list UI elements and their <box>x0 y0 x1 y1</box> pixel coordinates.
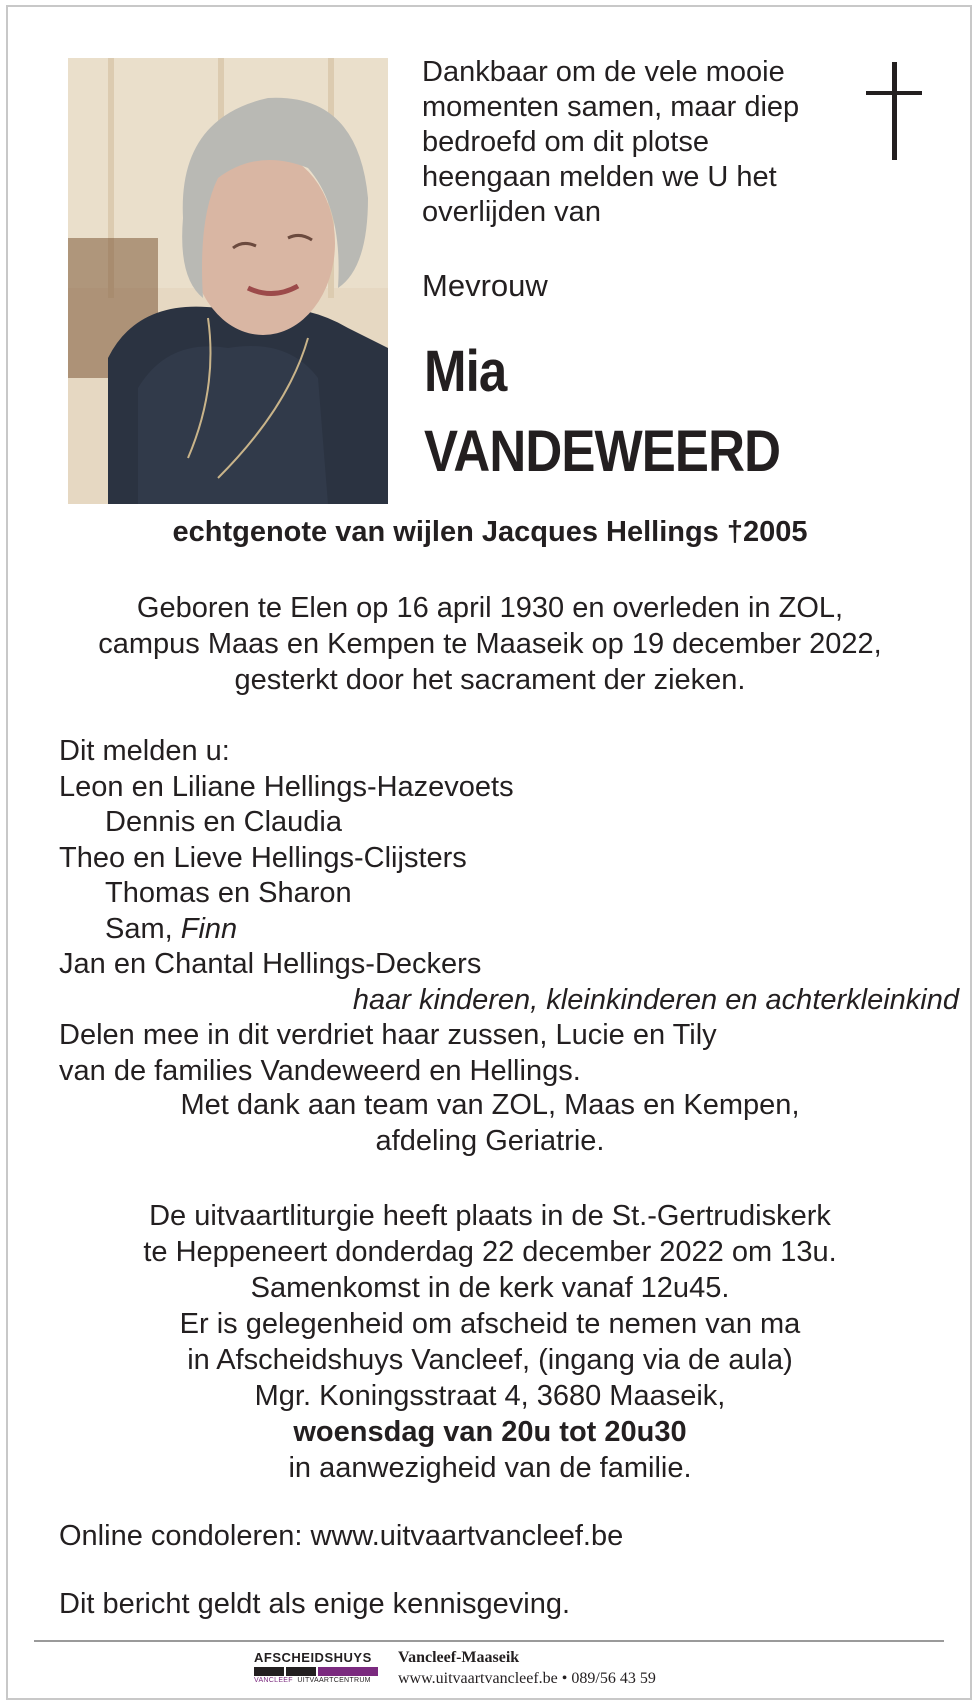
logo-bar <box>286 1667 316 1676</box>
list-item: haar kinderen, kleinkinderen en achterkleinkind <box>352 983 959 1016</box>
birth-death-line: gesterkt door het sacrament der zieken. <box>234 664 746 696</box>
logo-bar-accent <box>318 1667 378 1676</box>
funeral-line: Samenkomst in de kerk vanaf 12u45. <box>250 1272 730 1304</box>
intro-line: Dankbaar om de vele mooie <box>422 56 785 88</box>
list-item: Theo en Lieve Hellings-Clijsters <box>59 841 467 874</box>
visiting-hours: woensdag van 20u tot 20u30 <box>293 1416 687 1448</box>
logo-bar <box>254 1667 284 1676</box>
list-item-italic: Finn <box>180 912 238 945</box>
funeral-line: in aanwezigheid van de familie. <box>288 1452 692 1484</box>
notice-text: Dit bericht geldt als enige kennisgeving. <box>59 1588 571 1620</box>
funeral-line: Mgr. Koningsstraat 4, 3680 Maaseik, <box>254 1380 726 1412</box>
cross-icon <box>866 62 922 160</box>
birth-death-info <box>0 590 980 698</box>
list-item: Delen mee in dit verdriet haar zussen, Lucie en Tily <box>59 1019 717 1051</box>
thanks-line: afdeling Geriatrie. <box>375 1125 605 1157</box>
footer-contact: www.uitvaartvancleef.be • 089/56 43 59 <box>398 1670 656 1687</box>
intro-line: momenten samen, maar diep <box>422 91 800 123</box>
list-item: van de families Vandeweerd en Hellings. <box>59 1054 581 1087</box>
list-item-text: Sam, <box>105 912 173 945</box>
list-item: Leon en Liliane Hellings-Hazevoets <box>59 770 514 803</box>
footer-divider <box>34 1640 944 1642</box>
birth-death-line: Geboren te Elen op 16 april 1930 en overleden in ZOL, <box>136 592 844 624</box>
portrait-photo <box>68 58 388 504</box>
list-item: Jan en Chantal Hellings-Deckers <box>59 948 482 980</box>
logo-sub-left: VANCLEEF <box>254 1677 293 1684</box>
logo-sub-right: UITVAARTCENTRUM <box>297 1677 371 1684</box>
announcer-heading: Dit melden u: <box>59 735 230 767</box>
intro-line: overlijden van <box>422 196 601 228</box>
funeral-info <box>0 1198 980 1486</box>
thanks-text <box>0 1087 980 1159</box>
funeral-line: te Heppeneert donderdag 22 december 2022 om 13u. <box>143 1236 837 1268</box>
list-item <box>59 912 959 948</box>
funeral-line: in Afscheidshuys Vancleef, (ingang via de aula) <box>187 1344 793 1376</box>
last-name: VANDEWEERD <box>424 419 781 484</box>
list-item: Dennis en Claudia <box>105 806 342 838</box>
funeral-line: De uitvaartliturgie heeft plaats in de St.-Gertrudiskerk <box>149 1200 831 1232</box>
announcer-list <box>59 734 959 1089</box>
intro-text <box>422 55 822 230</box>
logo-word: AFSCHEIDSHUYS <box>254 1650 372 1665</box>
list-item: Thomas en Sharon <box>105 877 352 909</box>
intro-line: bedroefd om dit plotse <box>422 126 709 158</box>
online-condolence: Online condoleren: www.uitvaartvancleef.be <box>59 1520 624 1552</box>
funeral-line: Er is gelegenheid om afscheid te nemen van ma <box>179 1308 801 1340</box>
spouse-line: echtgenote van wijlen Jacques Hellings †2005 <box>172 516 808 548</box>
first-name: Mia <box>424 339 507 404</box>
birth-death-line: campus Maas en Kempen te Maaseik op 19 december 2022, <box>98 628 882 660</box>
intro-line: heengaan melden we U het <box>422 161 777 193</box>
footer-name: Vancleef-Maaseik <box>398 1649 520 1666</box>
honorific-title: Mevrouw <box>422 268 548 303</box>
logo-sub <box>254 1677 371 1684</box>
thanks-line: Met dank aan team van ZOL, Maas en Kempen, <box>180 1089 800 1121</box>
funeral-home-logo <box>254 1650 380 1686</box>
